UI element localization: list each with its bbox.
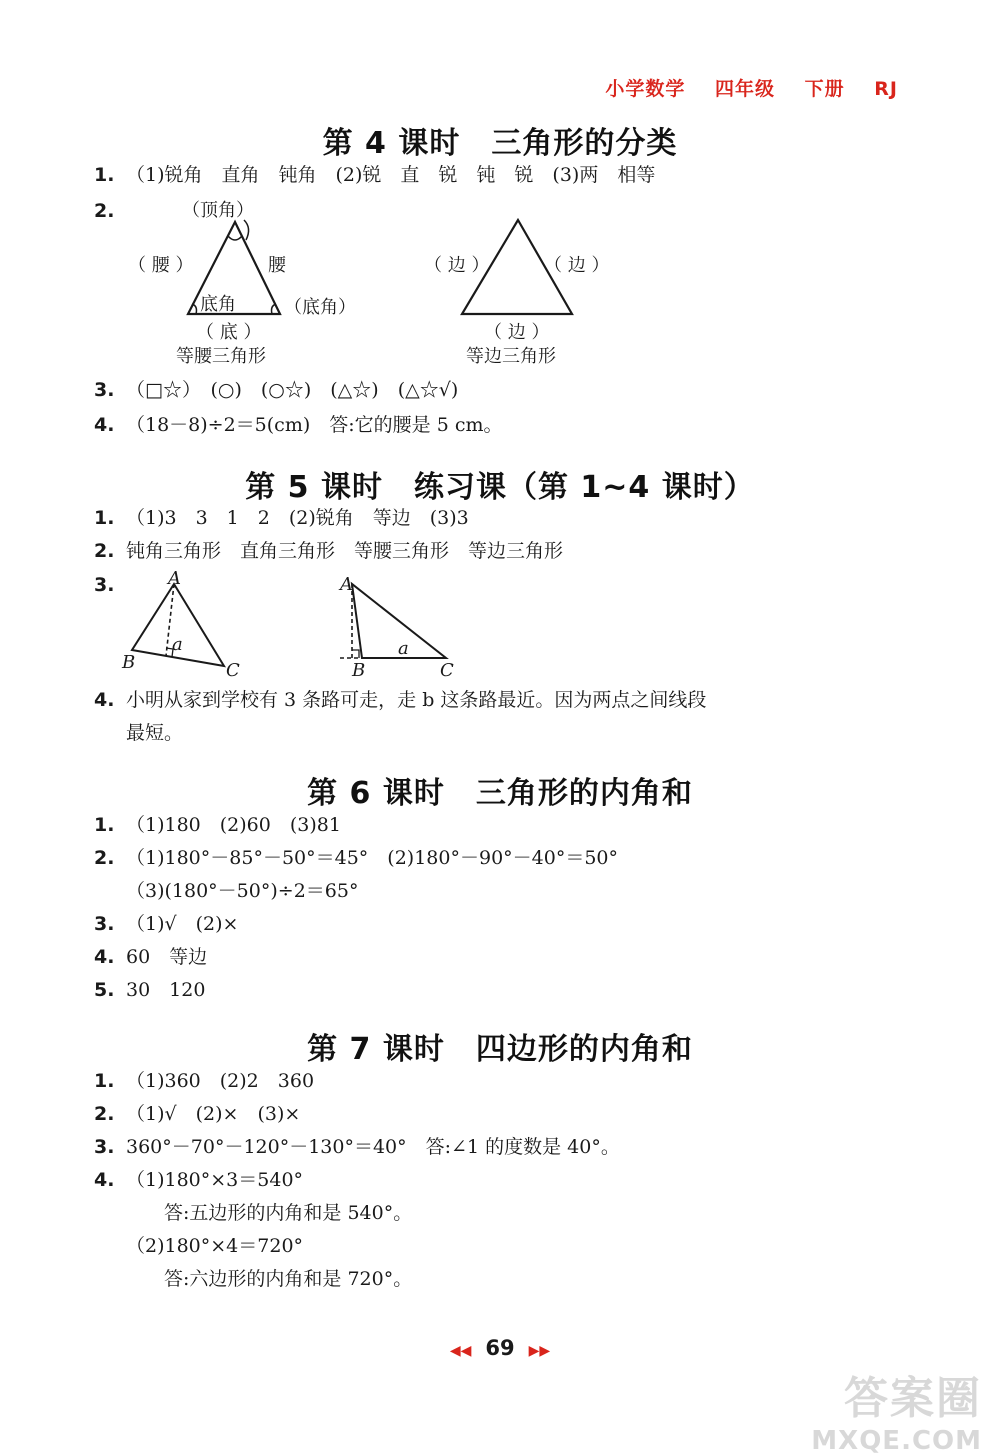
section-title-lesson-5: 第 5 课时 练习课（第 1~4 课时）: [245, 470, 755, 505]
acute-vertex-a: A: [168, 570, 181, 589]
answer-line: 3. （1)√ (2)×: [94, 913, 239, 935]
equilateral-left-label: （ 边 ）: [424, 255, 490, 276]
section-title-lesson-4: 第 4 课时 三角形的分类: [322, 126, 678, 161]
base-angle-inner-label: 底角: [200, 294, 236, 315]
section-title-lesson-6: 第 6 课时 三角形的内角和: [307, 776, 693, 811]
header-edition: RJ: [874, 78, 898, 100]
answer-line: 2.: [94, 200, 115, 222]
answer-line: 答:六边形的内角和是 720°。: [164, 1268, 413, 1290]
acute-vertex-b: B: [122, 652, 136, 673]
answer-line: 答:五边形的内角和是 540°。: [164, 1202, 413, 1224]
base-angle-outer-label: （底角）: [284, 297, 356, 318]
apex-label: （顶角）: [182, 200, 254, 221]
answer-line: 2. （1)180°－85°－50°＝45° (2)180°－90°－40°＝50°: [94, 847, 619, 869]
answer-line: 4. 小明从家到学校有 3 条路可走，走 b 这条路最近。因为两点之间线段: [94, 689, 707, 711]
answer-line: 1. （1)360 (2)2 360: [94, 1070, 315, 1092]
acute-altitude-label: a: [172, 634, 183, 655]
triangle-classification-figure: [120, 192, 640, 372]
header-subject: 小学数学: [605, 78, 686, 100]
obtuse-altitude-label: a: [398, 638, 409, 659]
page-footer: [0, 1336, 1000, 1360]
left-leg-label: （ 腰 ）: [128, 255, 194, 276]
obtuse-vertex-a: A: [340, 574, 353, 595]
equilateral-base-label: （ 边 ）: [484, 322, 550, 343]
apex-angle-arc: [228, 236, 242, 240]
answer-line: 1. （1)180 (2)60 (3)81: [94, 814, 341, 836]
header-volume: 下册: [804, 78, 845, 100]
obtuse-vertex-b: B: [352, 660, 366, 681]
page-header: [583, 74, 898, 101]
previous-page-arrows-icon: ◀◀: [449, 1343, 472, 1359]
isosceles-caption: 等腰三角形: [176, 346, 266, 367]
answer-line: 最短。: [126, 722, 184, 744]
obtuse-vertex-c: C: [440, 660, 454, 681]
next-page-arrows-icon: ▶▶: [528, 1343, 551, 1359]
answer-line: （3)(180°－50°)÷2＝65°: [126, 880, 359, 902]
acute-vertex-c: C: [226, 660, 240, 681]
answer-line: 1. （1)3 3 1 2 (2)锐角 等边 (3)3: [94, 507, 469, 529]
equilateral-right-label: （ 边 ）: [544, 255, 610, 276]
answer-line: 4. 60 等边: [94, 946, 208, 968]
watermark: [811, 1362, 982, 1456]
answer-line: 3. 360°－70°－120°－130°＝40° 答:∠1 的度数是 40°。: [94, 1136, 620, 1158]
apex-pointer-arrow: [244, 220, 249, 240]
equilateral-caption: 等边三角形: [466, 346, 556, 367]
altitude-figure: [118, 570, 478, 682]
answer-line: （2)180°×4＝720°: [126, 1235, 304, 1257]
right-leg-label: 腰: [268, 255, 286, 276]
answer-line: 2. （1)√ (2)× (3)×: [94, 1103, 301, 1125]
answer-line: 5. 30 120: [94, 979, 206, 1001]
answer-line: 4. （18－8)÷2＝5(cm) 答:它的腰是 5 cm。: [94, 414, 503, 436]
answer-line: 3.: [94, 574, 115, 596]
answer-line: 4. （1)180°×3＝540°: [94, 1169, 304, 1191]
base-label: （ 底 ）: [196, 322, 262, 343]
section-title-lesson-7: 第 7 课时 四边形的内角和: [307, 1032, 693, 1067]
page-number: 69: [485, 1336, 515, 1360]
header-grade: 四年级: [715, 78, 776, 100]
obtuse-right-angle-mark: [352, 650, 359, 658]
answer-line: 3. （□☆） (○) (○☆) (△☆) (△☆√): [94, 379, 459, 401]
answer-line: 1. （1)锐角 直角 钝角 (2)锐 直 锐 钝 锐 (3)两 相等: [94, 164, 656, 186]
watermark-title: 答案圈: [844, 1373, 982, 1424]
answer-line: 2. 钝角三角形 直角三角形 等腰三角形 等边三角形: [94, 540, 564, 562]
watermark-url: MXQE.COM: [811, 1426, 982, 1456]
